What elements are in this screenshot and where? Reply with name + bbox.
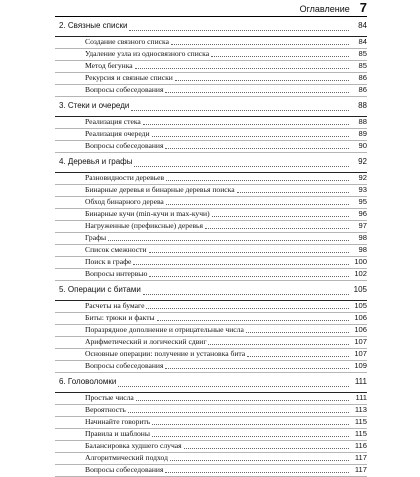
entry-page-number: 107 — [354, 337, 367, 346]
entry-page-number: 117 — [354, 465, 367, 474]
entry-page-number: 98 — [358, 233, 367, 242]
toc-entry[interactable] — [55, 405, 367, 417]
entry-title: Вопросы собеседования — [85, 361, 164, 370]
entry-title: Поиск в графе — [85, 257, 132, 266]
leader-dots — [205, 228, 349, 229]
entry-page-number: 105 — [354, 301, 367, 310]
leader-dots — [136, 400, 349, 401]
toc-entry[interactable] — [55, 313, 367, 325]
leader-dots — [131, 110, 349, 111]
entry-page-number: 115 — [354, 429, 367, 438]
leader-dots — [108, 240, 349, 241]
toc-entry[interactable] — [55, 49, 367, 61]
leader-dots — [170, 460, 349, 461]
entry-page-number: 116 — [354, 441, 367, 450]
leader-dots — [165, 472, 349, 473]
toc-entry[interactable] — [55, 441, 367, 453]
entry-title: Создание связного списка — [85, 37, 169, 46]
entry-page-number: 113 — [354, 405, 367, 414]
toc-entry[interactable] — [55, 301, 367, 313]
chapter-title: 6. Головоломки — [59, 377, 117, 386]
entry-page-number: 90 — [358, 141, 367, 150]
toc-entry[interactable] — [55, 349, 367, 361]
leader-dots — [152, 136, 349, 137]
leader-dots — [175, 80, 349, 81]
chapter-title: 4. Деревья и графы — [59, 157, 133, 166]
leader-dots — [149, 252, 349, 253]
entry-title: Основные операции: получение и установка бита — [85, 349, 246, 358]
toc-entry[interactable] — [55, 465, 367, 477]
entry-title: Бинарные кучи (min-кучи и max-кучи) — [85, 209, 210, 218]
leader-dots — [165, 148, 349, 149]
entry-page-number: 84 — [358, 37, 367, 46]
leader-dots — [157, 320, 349, 321]
running-head-title: Оглавление — [299, 4, 350, 14]
leader-dots — [184, 448, 349, 449]
entry-title: Обход бинарного дерева — [85, 197, 164, 206]
toc-entry[interactable] — [55, 337, 367, 349]
entry-title: Арифметический и логический сдвиг — [85, 337, 207, 346]
entry-title: Биты: трюки и факты — [85, 313, 155, 322]
toc-entry[interactable] — [55, 233, 367, 245]
toc-entry[interactable] — [55, 325, 367, 337]
leader-dots — [143, 124, 349, 125]
toc-entry[interactable] — [55, 393, 367, 405]
entry-title: Вопросы собеседования — [85, 465, 164, 474]
toc-chapter — [55, 377, 367, 477]
entry-title: Вопросы собеседования — [85, 85, 164, 94]
entry-page-number: 93 — [358, 185, 367, 194]
chapter-page-number: 92 — [358, 157, 367, 166]
toc-entry[interactable] — [55, 197, 367, 209]
entry-page-number: 85 — [358, 61, 367, 70]
toc-entry[interactable] — [55, 221, 367, 233]
toc-entry[interactable] — [55, 129, 367, 141]
leader-dots — [133, 264, 349, 265]
toc-entry[interactable] — [55, 37, 367, 49]
chapter-heading[interactable] — [55, 285, 367, 301]
toc-chapter — [55, 101, 367, 153]
leader-dots — [152, 436, 349, 437]
chapter-heading[interactable] — [55, 377, 367, 393]
entry-title: Алгоритмический подход — [85, 453, 168, 462]
leader-dots — [247, 356, 349, 357]
chapter-page-number: 105 — [353, 285, 367, 294]
leader-dots — [246, 332, 349, 333]
toc-entry[interactable] — [55, 453, 367, 465]
entry-page-number: 86 — [358, 85, 367, 94]
leader-dots — [208, 344, 349, 345]
entry-title: Рекурсия и связные списки — [85, 73, 173, 82]
leader-dots — [135, 68, 349, 69]
leader-dots — [143, 294, 349, 295]
entry-title: Реализация очереди — [85, 129, 150, 138]
entry-page-number: 102 — [354, 269, 367, 278]
leader-dots — [118, 386, 349, 387]
chapter-heading[interactable] — [55, 157, 367, 173]
leader-dots — [211, 56, 349, 57]
chapter-title: 3. Стеки и очереди — [59, 101, 130, 110]
toc-entry[interactable] — [55, 269, 367, 281]
entry-title: Реализация стека — [85, 117, 141, 126]
leader-dots — [165, 368, 349, 369]
leader-dots — [165, 92, 349, 93]
toc-entry[interactable] — [55, 85, 367, 97]
chapter-page-number: 84 — [358, 21, 367, 30]
entry-page-number: 96 — [358, 209, 367, 218]
entry-page-number: 107 — [354, 349, 367, 358]
entry-title: Разновидности деревьев — [85, 173, 165, 182]
entry-title: Правила и шаблоны — [85, 429, 150, 438]
entry-page-number: 86 — [358, 73, 367, 82]
entry-page-number: 109 — [354, 361, 367, 370]
entry-page-number: 106 — [354, 313, 367, 322]
toc-entry[interactable] — [55, 417, 367, 429]
entry-title: Поразрядное дополнение и отрицательные числа — [85, 325, 244, 334]
toc-entry[interactable] — [55, 173, 367, 185]
toc-chapter — [55, 285, 367, 373]
chapter-heading[interactable] — [55, 21, 367, 37]
entry-title: Бинарные деревья и бинарные деревья поиска — [85, 185, 235, 194]
toc-entry[interactable] — [55, 117, 367, 129]
entry-page-number: 100 — [354, 257, 367, 266]
toc-entry[interactable] — [55, 61, 367, 73]
entry-page-number: 98 — [358, 245, 367, 254]
leader-dots — [166, 180, 349, 181]
entry-title: Балансировка худшего случая — [85, 441, 182, 450]
toc-entry[interactable] — [55, 209, 367, 221]
leader-dots — [152, 424, 349, 425]
entry-page-number: 106 — [354, 325, 367, 334]
leader-dots — [166, 204, 349, 205]
leader-dots — [212, 216, 349, 217]
entry-page-number: 111 — [355, 393, 367, 402]
toc-chapter — [55, 21, 367, 97]
toc-entry[interactable] — [55, 361, 367, 373]
entry-page-number: 85 — [358, 49, 367, 58]
toc-entry[interactable] — [55, 73, 367, 85]
running-head — [55, 0, 367, 17]
entry-title: Начинайте говорить — [85, 417, 151, 426]
entry-title: Расчеты на бумаге — [85, 301, 145, 310]
entry-title: Вероятность — [85, 405, 126, 414]
toc-entry[interactable] — [55, 429, 367, 441]
running-head-page-number: 7 — [359, 0, 367, 15]
leader-dots — [149, 276, 349, 277]
entry-title: Вопросы интервью — [85, 269, 148, 278]
entry-title: Вопросы собеседования — [85, 141, 164, 150]
entry-page-number: 117 — [354, 453, 367, 462]
leader-dots — [171, 44, 349, 45]
entry-title: Удаление узла из односвязного списка — [85, 49, 210, 58]
entry-page-number: 97 — [358, 221, 367, 230]
leader-dots — [146, 308, 349, 309]
chapter-page-number: 88 — [358, 101, 367, 110]
entry-title: Графы — [85, 233, 107, 242]
leader-dots — [129, 30, 349, 31]
entry-page-number: 95 — [358, 197, 367, 206]
leader-dots — [128, 412, 349, 413]
entry-title: Список смежности — [85, 245, 147, 254]
toc-chapter — [55, 157, 367, 281]
toc-entry[interactable] — [55, 185, 367, 197]
leader-dots — [237, 192, 349, 193]
toc-entry[interactable] — [55, 257, 367, 269]
chapter-title: 5. Операции с битами — [59, 285, 141, 294]
toc-entry[interactable] — [55, 141, 367, 153]
entry-title: Метод бегунка — [85, 61, 133, 70]
chapter-heading[interactable] — [55, 101, 367, 117]
leader-dots — [134, 166, 349, 167]
entry-page-number: 92 — [358, 173, 367, 182]
entry-page-number: 88 — [358, 117, 367, 126]
toc-entry[interactable] — [55, 245, 367, 257]
entry-page-number: 89 — [358, 129, 367, 138]
chapter-title: 2. Связные списки — [59, 21, 128, 30]
table-of-contents — [55, 17, 367, 477]
entry-title: Простые числа — [85, 393, 134, 402]
entry-page-number: 115 — [354, 417, 367, 426]
chapter-page-number: 111 — [354, 377, 367, 386]
entry-title: Нагруженные (префиксные) деревья — [85, 221, 203, 230]
